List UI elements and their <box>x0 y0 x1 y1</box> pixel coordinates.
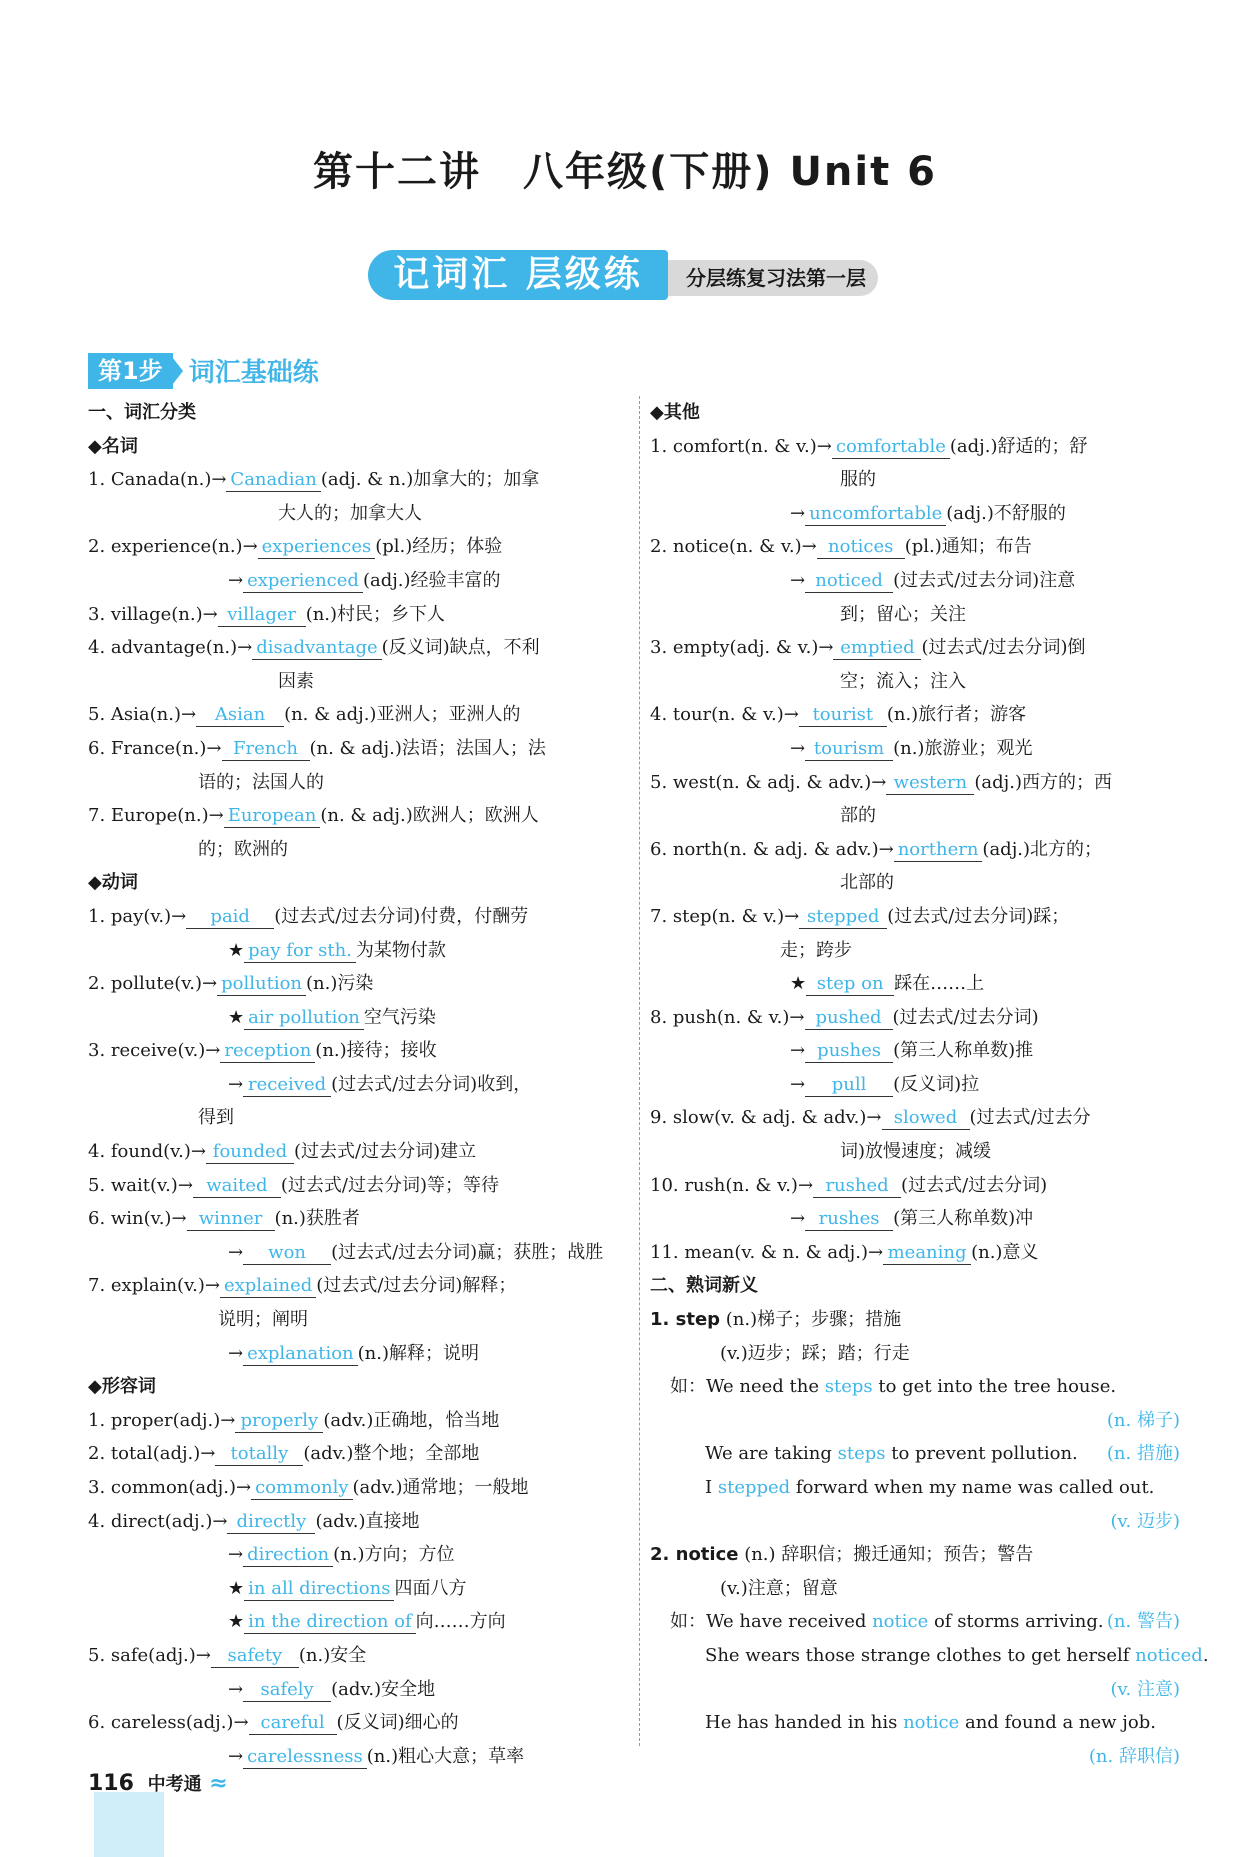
answer-blank: Asian <box>196 704 284 727</box>
vocab-prompt: 2. notice(n. & v.)→ <box>650 536 817 558</box>
vocab-subline <box>88 564 628 598</box>
continuation-text: 空；流入；注入 <box>840 670 966 692</box>
vocab-meaning: (n. & adj.)亚洲人；亚洲人的 <box>284 704 521 726</box>
continuation-text: 因素 <box>278 670 314 692</box>
vocab-subline <box>88 1337 628 1371</box>
vocab-prompt: → <box>790 1040 806 1062</box>
vocab-prompt: → <box>228 1678 244 1700</box>
example-text: He has handed in his <box>705 1712 904 1734</box>
vocab-line <box>88 1404 628 1438</box>
answer-blank: experienced <box>243 570 363 593</box>
vocab-subline <box>650 1068 1190 1102</box>
section-heading: ◆形容词 <box>88 1376 156 1398</box>
vocab-meaning: (n.)获胜者 <box>274 1208 360 1230</box>
vocab-meaning: (n.)污染 <box>306 973 374 995</box>
answer-blank: slowed <box>882 1107 970 1130</box>
answer-blank: properly <box>235 1410 323 1433</box>
vocab-subline <box>88 1605 628 1639</box>
vocab-line <box>88 1639 628 1673</box>
vocab-prompt: → <box>228 1241 244 1263</box>
continuation-text: 得到 <box>198 1107 234 1129</box>
vocab-prompt: 1. comfort(n. & v.)→ <box>650 435 832 457</box>
vocab-subline <box>88 1673 628 1707</box>
example-sentence <box>650 1437 1190 1471</box>
vocab-subline <box>650 1202 1190 1236</box>
vocab-prompt: 4. found(v.)→ <box>88 1141 206 1163</box>
answer-blank: directly <box>227 1511 315 1534</box>
vocab-line <box>650 698 1190 732</box>
vocab-meaning: (n.)村民；乡下人 <box>305 603 446 625</box>
answer-blank: rushed <box>813 1175 901 1198</box>
vocab-line <box>650 1001 1190 1035</box>
vocab-prompt: 6. careless(adj.)→ <box>88 1712 249 1734</box>
example-tag: (v. 注意) <box>1110 1678 1180 1700</box>
vocab-meaning: (反义词)缺点，不利 <box>381 637 540 659</box>
continuation-text: 北部的 <box>840 872 894 894</box>
answer-blank: safety <box>211 1645 299 1668</box>
answer-blank: explained <box>220 1275 316 1298</box>
vocab-prompt: → <box>790 1073 806 1095</box>
vocab-prompt: 5. west(n. & adj. & adv.)→ <box>650 771 887 793</box>
answer-blank: received <box>243 1074 331 1097</box>
right-column <box>650 396 1209 1773</box>
example-text: She wears those strange clothes to get herself <box>705 1644 1136 1666</box>
example-sentence <box>650 1706 1190 1740</box>
vocab-meaning: (过去式/过去分词)踩； <box>887 905 1070 927</box>
vocab-line <box>88 598 628 632</box>
vocab-line <box>88 530 628 564</box>
vocab-meaning: (过去式/过去分词)等；等待 <box>280 1174 500 1196</box>
vocab-subline <box>650 1034 1190 1068</box>
vocab-meaning: (过去式/过去分词)解释； <box>316 1275 517 1297</box>
continuation-text: (v.)迈步；踩；踏；行走 <box>720 1342 910 1364</box>
vocab-meaning: 为某物付款 <box>355 939 446 961</box>
vocab-meaning: (adj.)北方的； <box>982 838 1103 860</box>
section-heading: ◆动词 <box>88 872 138 894</box>
vocab-line <box>88 698 628 732</box>
section-heading: 一、词汇分类 <box>88 402 196 423</box>
vocab-prompt: 3. common(adj.)→ <box>88 1477 252 1498</box>
vocab-prompt: 6. north(n. & adj. & adv.)→ <box>650 838 894 860</box>
vocab-line <box>650 1101 1190 1135</box>
vocab-prompt: 11. mean(v. & n. & adj.)→ <box>650 1241 884 1263</box>
vocab-subline <box>650 564 1190 598</box>
vocab-meaning: (n.)方向；方位 <box>333 1544 455 1566</box>
vocab-prompt: 7. Europe(n.)→ <box>88 805 224 827</box>
example-text: and found a new job. <box>959 1712 1156 1734</box>
vocab-meaning: (反义词)细心的 <box>336 1712 459 1734</box>
example-text: . <box>1202 1644 1209 1666</box>
vocab-meaning: (n.)接待；接收 <box>315 1040 437 1062</box>
answer-blank: comfortable <box>832 436 950 459</box>
wave-icon: ≈ <box>209 1771 228 1796</box>
answer-blank: safely <box>243 1679 331 1702</box>
vocab-prompt: → <box>228 569 244 591</box>
answer-blank: uncomfortable <box>805 503 946 526</box>
vocab-line <box>88 1169 628 1203</box>
vocab-prompt: 7. step(n. & v.)→ <box>650 905 800 927</box>
vocab-meaning: (n.)安全 <box>298 1644 367 1666</box>
vocab-meaning: 四面八方 <box>394 1577 467 1599</box>
vocab-subline <box>650 732 1190 766</box>
vocab-line <box>88 631 628 665</box>
answer-blank: northern <box>894 839 983 862</box>
vocab-prompt: ★ <box>228 1577 245 1599</box>
page-number: 116 <box>88 1771 134 1796</box>
vocab-subline <box>88 1740 628 1774</box>
example-sentence <box>650 1471 1190 1505</box>
word-meaning: (n.) 辞职信；搬迁通知；预告；警告 <box>738 1544 1034 1566</box>
example-text: I <box>705 1477 718 1498</box>
answer-blank: won <box>243 1242 331 1265</box>
continuation-text: 到；留心；关注 <box>840 603 966 625</box>
vocab-prompt: 8. push(n. & v.)→ <box>650 1006 805 1028</box>
vocab-prompt: 2. experience(n.)→ <box>88 536 258 558</box>
vocab-prompt: → <box>790 737 806 759</box>
example-tag: (n. 措施) <box>1106 1443 1180 1465</box>
vocab-meaning: (pl.)通知；布告 <box>904 536 1032 558</box>
vocab-prompt: 2. pollute(v.)→ <box>88 973 218 995</box>
word-head: 1. step <box>650 1309 721 1331</box>
answer-blank: pull <box>805 1074 893 1097</box>
vocab-prompt: ★ <box>228 1611 245 1633</box>
vocab-prompt: 9. slow(v. & adj. & adv.)→ <box>650 1107 882 1129</box>
footer-bar <box>94 1792 164 1857</box>
example-text: to get into the tree house. <box>872 1376 1117 1398</box>
vocab-meaning: (n.)解释；说明 <box>357 1342 480 1364</box>
example-text: 如：We need the <box>670 1376 825 1398</box>
vocab-subline <box>88 1572 628 1606</box>
example-answer: steps <box>824 1376 873 1398</box>
column-divider <box>639 396 640 1746</box>
vocab-prompt: 6. win(v.)→ <box>88 1208 187 1230</box>
vocab-prompt: → <box>790 502 806 524</box>
vocab-meaning: (adv.)整个地；全部地 <box>303 1443 480 1465</box>
word-entry <box>650 1538 1190 1572</box>
vocab-line <box>650 631 1190 665</box>
example-tag: (v. 迈步) <box>1110 1510 1180 1532</box>
vocab-line <box>650 530 1190 564</box>
vocab-meaning: (第三人称单数)冲 <box>893 1208 1034 1230</box>
vocab-line <box>650 833 1190 867</box>
vocab-meaning: (pl.)经历；体验 <box>375 536 503 558</box>
word-meaning: (n.)梯子；步骤；措施 <box>720 1309 902 1331</box>
vocab-meaning: (过去式/过去分词)注意 <box>893 569 1076 591</box>
answer-blank: winner <box>187 1208 275 1231</box>
answer-blank: emptied <box>833 637 921 660</box>
vocab-meaning: (过去式/过去分词)付费，付酬劳 <box>274 905 529 927</box>
vocab-meaning: (n. & adj.)欧洲人；欧洲人 <box>320 805 539 827</box>
vocab-prompt: → <box>228 1745 244 1767</box>
vocab-meaning: (adv.)安全地 <box>331 1678 436 1700</box>
vocab-prompt: 10. rush(n. & v.)→ <box>650 1174 814 1196</box>
answer-blank: paid <box>186 906 274 929</box>
vocab-line <box>88 732 628 766</box>
vocab-subline <box>88 1068 628 1102</box>
answer-blank: in the direction of <box>244 1611 416 1634</box>
vocab-line <box>650 900 1190 934</box>
answer-blank: careful <box>249 1712 337 1735</box>
vocab-line <box>88 1135 628 1169</box>
step-arrow-icon <box>169 353 183 389</box>
vocab-line <box>88 1269 628 1303</box>
answer-blank: waited <box>193 1175 281 1198</box>
vocab-meaning: (反义词)拉 <box>893 1073 980 1095</box>
answer-blank: in all directions <box>244 1578 394 1601</box>
vocab-meaning: 向……方向 <box>415 1611 506 1633</box>
vocab-subline <box>88 1001 628 1035</box>
answer-blank: western <box>886 772 974 795</box>
left-column <box>88 396 628 1773</box>
vocab-prompt: 5. wait(v.)→ <box>88 1174 193 1196</box>
vocab-meaning: (adj.)经验丰富的 <box>362 569 501 591</box>
answer-blank: stepped <box>799 906 887 929</box>
vocab-meaning: (n.)旅行者；游客 <box>886 704 1027 726</box>
vocab-subline <box>650 497 1190 531</box>
answer-blank: step on <box>806 973 894 996</box>
vocab-prompt: 3. empty(adj. & v.)→ <box>650 637 834 659</box>
answer-blank: disadvantage <box>252 637 381 660</box>
vocab-prompt: 2. total(adj.)→ <box>88 1443 216 1465</box>
vocab-line <box>88 799 628 833</box>
vocab-prompt: → <box>790 1208 806 1230</box>
vocab-prompt: → <box>228 1342 244 1364</box>
vocab-subline <box>88 934 628 968</box>
answer-blank: pushed <box>805 1007 893 1030</box>
continuation-text: 词)放慢速度；减缓 <box>840 1141 992 1163</box>
example-text: to prevent pollution. <box>885 1443 1078 1465</box>
vocab-meaning: (过去式/过去分词) <box>892 1006 1039 1028</box>
vocab-line <box>88 1034 628 1068</box>
answer-blank: tourism <box>805 738 893 761</box>
vocab-line <box>88 900 628 934</box>
vocab-line <box>88 967 628 1001</box>
vocab-meaning: 踩在……上 <box>894 973 985 995</box>
example-text: We are taking <box>705 1443 838 1465</box>
vocab-line <box>88 1202 628 1236</box>
vocab-prompt: 5. safe(adj.)→ <box>88 1644 211 1666</box>
step-text: 词汇基础练 <box>188 358 319 388</box>
example-answer: stepped <box>717 1477 791 1498</box>
vocab-meaning: (过去式/过去分词)收到， <box>331 1073 532 1095</box>
vocab-line <box>650 766 1190 800</box>
step-header <box>88 352 319 388</box>
vocab-line <box>650 430 1190 464</box>
answer-blank: air pollution <box>244 1007 364 1030</box>
vocab-meaning: (过去式/过去分词)倒 <box>921 637 1086 659</box>
vocab-prompt: 4. tour(n. & v.)→ <box>650 704 799 726</box>
example-answer: noticed <box>1135 1644 1203 1666</box>
answer-blank: commonly <box>251 1477 352 1500</box>
vocab-meaning: (adj.)不舒服的 <box>946 502 1066 524</box>
vocab-meaning: (adj.)西方的；西 <box>974 771 1112 793</box>
vocab-subline <box>650 967 1190 1001</box>
vocab-line <box>88 1706 628 1740</box>
vocab-line <box>88 1437 628 1471</box>
example-text: of storms arriving. <box>928 1611 1104 1633</box>
vocab-meaning: (adv.)正确地，恰当地 <box>323 1409 500 1431</box>
section-heading: ◆其他 <box>650 402 700 423</box>
vocab-meaning: (过去式/过去分词)赢；获胜；战胜 <box>331 1241 604 1263</box>
example-sentence <box>650 1370 1190 1404</box>
answer-blank: meaning <box>883 1242 971 1265</box>
page-footer <box>88 1770 228 1796</box>
word-entry <box>650 1303 1190 1337</box>
vocab-meaning: (adj. & n.)加拿大的；加拿 <box>320 469 540 491</box>
step-label: 第1步 <box>88 353 173 389</box>
vocab-meaning: (过去式/过去分词)建立 <box>293 1141 477 1163</box>
example-answer: steps <box>837 1443 886 1465</box>
answer-blank: direction <box>243 1544 333 1567</box>
vocab-meaning: (过去式/过去分 <box>969 1107 1091 1129</box>
vocab-meaning: 空气污染 <box>363 1006 436 1028</box>
example-tag: (n. 辞职信) <box>1088 1745 1180 1767</box>
answer-blank: totally <box>215 1443 303 1466</box>
vocab-meaning: (adj.)舒适的；舒 <box>949 435 1088 457</box>
answer-blank: noticed <box>805 570 893 593</box>
vocab-prompt: 7. explain(v.)→ <box>88 1275 220 1297</box>
section-heading: 二、熟词新义 <box>650 1275 758 1297</box>
answer-blank: founded <box>206 1141 294 1164</box>
vocab-prompt: 5. Asia(n.)→ <box>88 704 197 726</box>
example-answer: notice <box>903 1712 960 1734</box>
vocab-prompt: → <box>228 1073 244 1095</box>
example-sentence <box>650 1639 1209 1673</box>
vocab-prompt: ★ <box>228 939 245 961</box>
vocab-prompt: 4. advantage(n.)→ <box>88 637 253 659</box>
answer-blank: carelessness <box>243 1746 367 1769</box>
answer-blank: experiences <box>258 536 376 559</box>
continuation-text: 走；跨步 <box>780 939 852 961</box>
answer-blank: explanation <box>243 1343 358 1366</box>
vocab-prompt: 4. direct(adj.)→ <box>88 1510 228 1532</box>
example-text: forward when my name was called out. <box>790 1477 1155 1498</box>
answer-blank: Canadian <box>226 469 320 492</box>
answer-blank: pushes <box>805 1040 893 1063</box>
answer-blank: rushes <box>805 1208 893 1231</box>
answer-blank: French <box>222 738 310 761</box>
vocab-line <box>88 463 628 497</box>
vocab-meaning: (n. & adj.)法语；法国人；法 <box>309 737 546 759</box>
book-name: 中考通 <box>147 1774 202 1795</box>
vocab-line <box>650 1236 1190 1270</box>
vocab-subline <box>88 1236 628 1270</box>
page-title: 第十二讲 八年级(下册) Unit 6 <box>312 149 938 195</box>
vocab-prompt: 1. pay(v.)→ <box>88 905 187 927</box>
vocab-line <box>88 1505 628 1539</box>
example-tag: (n. 梯子) <box>1106 1409 1180 1431</box>
continuation-text: 服的 <box>840 469 876 491</box>
vocab-meaning: (n.)粗心大意；草率 <box>366 1745 525 1767</box>
continuation-text: (v.)注意；留意 <box>720 1577 838 1599</box>
continuation-text: 大人的；加拿大人 <box>278 502 422 524</box>
vocab-meaning: (n.)旅游业；观光 <box>893 737 1033 759</box>
vocab-meaning: (n.)意义 <box>971 1241 1039 1263</box>
continuation-text: 语的；法国人的 <box>198 771 324 793</box>
vocab-prompt: ★ <box>790 973 807 995</box>
vocab-prompt: → <box>228 1544 244 1566</box>
vocab-prompt: 3. receive(v.)→ <box>88 1040 221 1062</box>
section-heading: ◆名词 <box>88 435 138 457</box>
vocab-prompt: ★ <box>228 1006 245 1028</box>
example-text: 如：We have received <box>670 1611 873 1633</box>
example-sentence <box>650 1605 1190 1639</box>
continuation-text: 部的 <box>840 805 876 827</box>
answer-blank: European <box>224 805 321 828</box>
continuation-text: 说明；阐明 <box>218 1309 308 1331</box>
vocab-subline <box>88 1538 628 1572</box>
answer-blank: reception <box>220 1040 315 1063</box>
example-tag: (n. 警告) <box>1106 1611 1180 1633</box>
banner-sub: 分层练复习法第一层 <box>668 260 878 296</box>
vocab-prompt: 6. France(n.)→ <box>88 737 222 759</box>
vocab-line <box>88 1471 628 1505</box>
answer-blank: pay for sth. <box>244 940 356 963</box>
continuation-text: 的；欧洲的 <box>198 838 288 860</box>
vocab-line <box>650 1169 1190 1203</box>
vocab-prompt: → <box>790 569 806 591</box>
vocab-prompt: 1. Canada(n.)→ <box>88 469 227 491</box>
vocab-prompt: 1. proper(adj.)→ <box>88 1409 236 1431</box>
banner-main: 记词汇 层级练 <box>368 250 668 300</box>
vocab-prompt: 3. village(n.)→ <box>88 603 218 625</box>
answer-blank: pollution <box>217 973 306 996</box>
vocab-meaning: (第三人称单数)推 <box>893 1040 1034 1062</box>
vocab-meaning: (adv.)直接地 <box>315 1510 420 1532</box>
vocab-meaning: (adv.)通常地；一般地 <box>352 1477 529 1498</box>
answer-blank: tourist <box>799 704 887 727</box>
word-head: 2. notice <box>650 1544 739 1566</box>
answer-blank: notices <box>817 536 905 559</box>
example-answer: notice <box>872 1611 929 1633</box>
vocab-meaning: (过去式/过去分词) <box>901 1174 1048 1196</box>
answer-blank: villager <box>218 604 306 627</box>
